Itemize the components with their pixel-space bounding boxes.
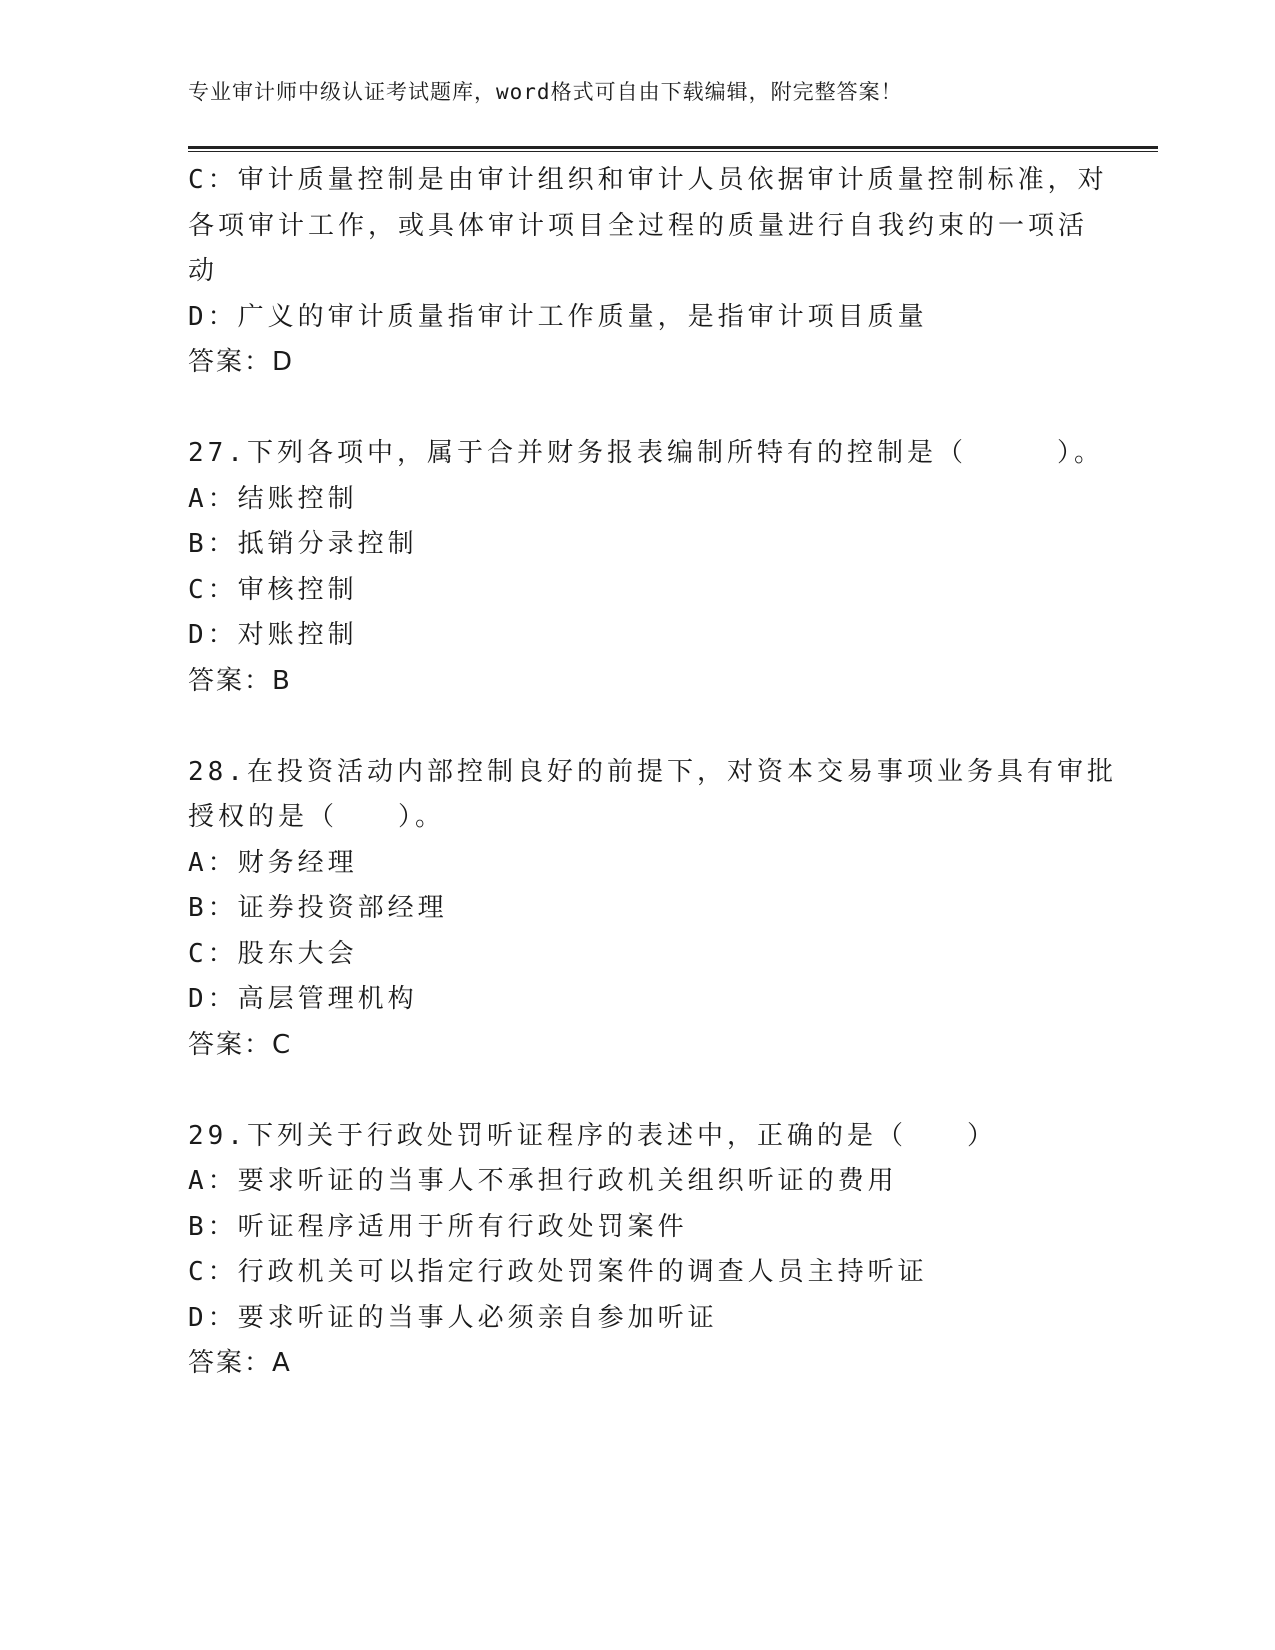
question-27-stem: 27.下列各项中，属于合并财务报表编制所特有的控制是（ ）。: [188, 438, 1104, 468]
question-27-option-b: B：抵销分录控制: [188, 529, 418, 559]
question-28-option-b: B：证券投资部经理: [188, 893, 448, 923]
previous-question-block: [188, 158, 1108, 386]
spacer: [188, 704, 1088, 750]
question-28-option-d: D：高层管理机构: [188, 984, 418, 1014]
question-29-option-c: C：行政机关可以指定行政处罚案件的调查人员主持听证: [188, 1257, 928, 1287]
question-27-answer: 答案：B: [188, 665, 292, 696]
option-c-line-2: 各项审计工作，或具体审计项目全过程的质量进行自我约束的一项活: [188, 210, 1089, 241]
question-content: [188, 158, 1117, 1387]
spacer: [188, 386, 1088, 432]
question-28-block: [188, 750, 1117, 1069]
question-29-option-b: B：听证程序适用于所有行政处罚案件: [188, 1211, 688, 1242]
question-29-stem: 29.下列关于行政处罚听证程序的表述中，正确的是（ ）: [188, 1120, 997, 1151]
question-28-stem-line-1: 28.在投资活动内部控制良好的前提下，对资本交易事项业务具有审批: [188, 756, 1117, 787]
question-29-answer: 答案：A: [188, 1348, 292, 1378]
question-27-option-d: D：对账控制: [188, 620, 358, 650]
header-divider: [188, 146, 1158, 152]
question-28-answer: 答案：C: [188, 1029, 293, 1060]
question-29-option-d: D：要求听证的当事人必须亲自参加听证: [188, 1302, 718, 1333]
option-c-line-3: 动: [188, 256, 219, 286]
question-28-stem-line-2: 授权的是（ ）。: [188, 802, 446, 832]
page-header: 专业审计师中级认证考试题库，word格式可自由下载编辑，附完整答案！: [188, 80, 903, 104]
question-27-option-a: A：结账控制: [188, 483, 358, 514]
question-28-option-a: A：财务经理: [188, 847, 358, 878]
question-29-option-a: A：要求听证的当事人不承担行政机关组织听证的费用: [188, 1166, 898, 1196]
question-29-block: [188, 1114, 1088, 1387]
question-27-option-c: C：审核控制: [188, 574, 358, 605]
spacer: [188, 1068, 1088, 1114]
question-28-option-c: C：股东大会: [188, 938, 358, 969]
question-27-block: [188, 431, 1104, 704]
option-c-line-1: C：审计质量控制是由审计组织和审计人员依据审计质量控制标准，对: [188, 165, 1108, 195]
answer: 答案：D: [188, 347, 295, 377]
option-d: D：广义的审计质量指审计工作质量，是指审计项目质量: [188, 301, 928, 332]
